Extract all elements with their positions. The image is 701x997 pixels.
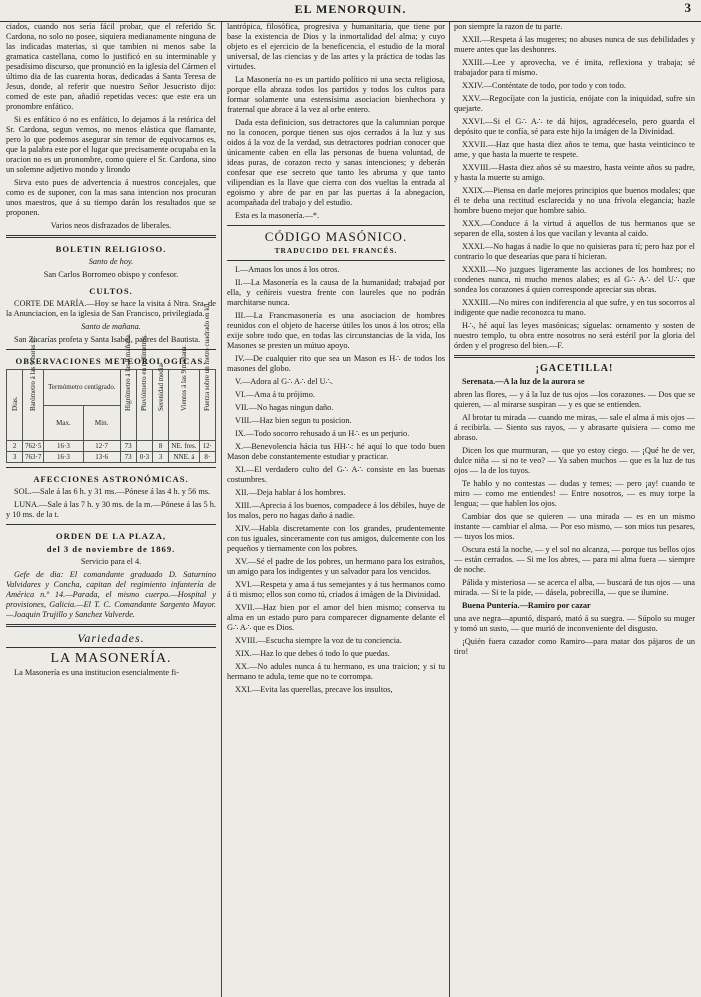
list-item: XIII.—Aprecia á los buenos, compadece á los débiles, huye de los malos, pero no hagas daño á nadie. (227, 501, 445, 520)
list-item: VII.—No hagas ningun daño. (235, 403, 334, 412)
article-paragraph: Si es enfático ó no es enfático, lo dejamos á la retórica del Sr. Cardona, segun vemos, no menos elástica que flamante, pero lo que podemos asegurar sin temor de equivocarnos es, que la palabra este por el lugar que precisamente ocupaba en la oracion no es un pronombre, como quiere el Sr. Cardona, sino un solemne adjetivo mondo y lirondo (6, 115, 216, 174)
list-item: XXXII.—No juzgues ligeramente las acciones de los hombres; no condenes nunca, ni mucho menos alabes; es al G∴ A∴ del U∴ que sondea los corazones á quien corresponde apreciar sus obras. (454, 265, 695, 294)
list-item: X.—Benevolencia hácia tus HH∴: hé aquí lo que todo buen Mason debe constantemente estudiar y practicar. (227, 442, 445, 461)
list-item: XV.—Sé el padre de los pobres, un hermano para los estraños, un amigo para los indigentes y un salvador para los vencidos. (227, 557, 445, 576)
list-item: XVIII.—Escucha siempre la voz de tu conciencia. (235, 636, 402, 645)
list-item: XVII.—Haz bien por el amor del bien mismo; conserva tu alma en un estado puro para comparecer dignamente delante el G∴ A∴ que es Dios. (227, 603, 445, 632)
col-header: Barómetro á las 9 horas m. (29, 335, 38, 411)
list-item: VI.—Ama á tu prójimo. (235, 390, 315, 399)
divider (6, 235, 216, 238)
divider (227, 225, 445, 226)
section-heading: AFECCIONES ASTRONÓMICAS. (33, 474, 189, 484)
divider (227, 260, 445, 261)
divider (6, 467, 216, 468)
verse: Al brotar tu mirada — cuando me miras, — sale el alma á mis ojos — á recibirla. — Siento sus rayos, — y abrasarte quisiera — como me abraso. (454, 413, 695, 442)
section-heading: OBSERVACIONES METEOROLOGICAS. (15, 356, 207, 366)
verse: Oscura está la noche, — y el sol no alcanza, — porque tus bellos ojos — están cerrados. — Si me los abres, — para mi alma fuera — siempre de noche. (454, 545, 695, 574)
col-header: Higrómetro á las 9 mañana. (124, 333, 133, 411)
subheading: Buena Puntería.—Ramiro por cazar (462, 601, 591, 610)
column-divider (449, 22, 450, 997)
col-header: Min. (83, 405, 120, 441)
section-heading: Variedades. (77, 631, 145, 645)
article-paragraph: Sirva esto pues de advertencia á nuestros concejales, que como es de suponer, con la mas sana intencion nos procuran unos maestros, que á su tiempo darán los resultados que se proponen. (6, 178, 216, 217)
article-paragraph: ¡Quién fuera cazador como Ramiro—para matar dos pájaros de un tiro! (454, 637, 695, 656)
list-item: XXIV.—Conténtate de todo, por todo y con todo. (462, 81, 626, 90)
page-number: 3 (684, 0, 691, 15)
article-signature: Varios neos disfrazados de liberales. (50, 221, 172, 230)
verse: Dicen los que murmuran, — que yo estoy ciego. — ¡Qué he de ver, dulce niña — si no te veo? — Ya saben muchos — que es la luz de tus ojos — la de los tuyos. (454, 446, 695, 475)
divider (454, 355, 695, 358)
list-item: XXIII.—Lee y aprovecha, ve é imita, reflexiona y trabaja; sé trabajador para tí mismo. (454, 58, 695, 77)
list-item: XXIX.—Piensa en darle mejores principios que buenos modales; que él te deba una rectitud esclarecida y no una frívola elegancia; hazle hombre bueno mejor que hombre sabio. (454, 186, 695, 215)
article-paragraph: La Masonería es una institucion esencialmente fi- (14, 668, 179, 677)
text-line: San Zacarías profeta y Santa Isabel, padres del Bautista. (14, 335, 201, 344)
divider (6, 524, 216, 525)
article-title: LA MASONERÍA. (50, 651, 172, 666)
list-item: XXXI.—No hagas á nadie lo que no quisieras para tí; pero haz por el contrario lo que desearías que para tí hicieran. (454, 242, 695, 261)
code-list (227, 265, 445, 695)
list-item: IX.—Todo socorro rehusado á un H∴ es un perjurio. (235, 429, 410, 438)
section-heading: BOLETIN RELIGIOSO. (55, 244, 167, 254)
list-item: XXXIII.—No mires con indiferencia al que sufre, y en tus socorros al indigente que nadie reconozca tu mano. (454, 298, 695, 317)
article-paragraph: lantrópica, filosófica, progresiva y humanitaria, que tiene por base la existencia de Dios y la inmortalidad del alma; y cuyo objeto es el ejercicio de la beneficencia, el estudio de la moral universal, de las ciencias y de las artes y la práctica de todas las virtudes. (227, 22, 445, 71)
list-item: pon siempre la razon de tu parte. (454, 22, 563, 31)
list-item: II.—La Masonería es la causa de la humanidad; trabajad por ella, y ceñíreis vuestra frente con laureles que no podrán marchitarse nunca. (227, 278, 445, 307)
article-paragraph: Dada esta definicion, sus detractores que la calumnian porque no la conocen, porque tienen sus ojos cerrados á la luz y sus oidos á la voz de la verdad, sus detractores podrian conocer que únicamente caben en ella las personas de buena voluntad, de ideas puras, de corazon recto y sanas intenciones; y deberán confesar que ese secreto que tanto les abruma y que tanto vilipendian es la llave que cierra con dos vueltas la entrada al egoismo y abre de par en par las puertas á la abnegacion, acompañada del trabajo y del estudio. (227, 118, 445, 207)
section-heading: ¡GACETILLA! (535, 363, 614, 374)
text-line: CORTE DE MARÍA.—Hoy se hace la visita á Ntra. Sra. de la Anunciacion, en la iglesia de San Francisco, privilegiada. (6, 299, 216, 318)
section-subheading: del 3 de noviembre de 1869. (46, 544, 176, 554)
verse: abren las flores, — y á la luz de tus ojos —los corazones. — Dos que se quieren, — al mirarse suspiran — y es que se entienden. (454, 390, 695, 409)
subheading: Santo de mañana. (81, 322, 141, 331)
list-item: XXX.—Conduce á la virtud á aquellos de tus hermanos que se separen de ella, sosten á los que vacilan y levanta al caido. (454, 219, 695, 238)
column-middle (227, 22, 445, 997)
column-right (454, 22, 695, 997)
list-item: III.—La Francmasonería es una asociacion de hombres reunidos con el objeto de hacerse útiles los unos á los otros; ella exije sobre todo que, en todas las circunstancias de la vida, los Masones se presten un mútuo apoyo. (227, 311, 445, 350)
subheading: Santo de hoy. (88, 257, 134, 266)
col-header: Pluviómetro en milímetros. (140, 334, 149, 411)
divider (6, 647, 216, 648)
table-row: 2 762·5 16·3 12·7 73 8 NE. fres. 12· (7, 441, 216, 452)
article-paragraph: La Masonería no es un partido político ni una secta religiosa, porque ella abraza todos los partidos y todos los cultos para formar solamente una estensísima asociacion bienhechora y fraternal que abrace á la vez al orbe entero. (227, 75, 445, 114)
col-header: Serenidad media (156, 364, 165, 411)
verse: Te hablo y no contestas — dudas y temes; — pero ¡ay! cuando te miro — como me entiendes! — Entre nosotros, — es muy torpe la lengua; — que hablen los ojos. (454, 479, 695, 508)
list-item: XX.—No adules nunca á tu hermano, es una traicion; y si tu hermano te adula, teme que no te corrompa. (227, 662, 445, 681)
list-item: XXVI.—Si el G∴ A∴ te dá hijos, agradéceselo, pero guarda el depósito que te confía, sé para este hijo la imágen de la Divinidad. (454, 117, 695, 136)
text-line: LUNA.—Sale á las 7 h. y 30 ms. de la m.—Pónese á las 5 h. y 10 ms. de la t. (6, 500, 216, 519)
table-row: 3 763·7 16·3 13·6 73 0·3 3 NNE. á 8· (7, 452, 216, 463)
page-header (0, 0, 701, 20)
text-line: Servicio para el 4. (80, 557, 142, 566)
list-item: XIX.—Haz lo que debes ó todo lo que puedas. (235, 649, 390, 658)
text-line: Gefe de dia: El comandante graduado D. Saturnino Valvidares y Concha, capitan del regimiento infantería de América n.º 14.—Parada, el mismo cuerpo.—Hospital y provisiones, Galicia.—El T. C. Comandante Sargento Mayor.—Joaquin Trujillo y Sanchez Valverde. (6, 570, 216, 619)
list-item: H∴, hé aquí las leyes masónicas; síguelas: ornamento y sosten de nuestro templo, tu obra entre nosotros no será estéril por la gloria del órden y el progreso del bien.—F. (454, 321, 695, 350)
list-item: VIII.—Haz bien segun tu posicion. (235, 416, 352, 425)
list-item: XIV.—Habla discretamente con los grandes, prudentemente con tus iguales, sinceramente con tus amigos, dulcemente con los pequeños y tiernamente con los pobres. (227, 524, 445, 553)
article-paragraph: una ave negra—apuntó, disparó, mató á su suegra. — Súpolo su muger y tomó un susto, — que murió de inconveniente del disgusto. (454, 614, 695, 633)
list-item: XXII.—Respeta á las mugeres; no abuses nunca de sus debilidades y muere antes que las deshonres. (454, 35, 695, 54)
section-heading: CULTOS. (89, 286, 133, 296)
col-header: Fuerza sobre un metro cuadrado en kil. (203, 301, 212, 411)
list-item: XXVIII.—Hasta diez años sé su maestro, hasta veinte años su padre, y hasta la muerte su amigo. (454, 163, 695, 182)
col-header: Vientos á las 9 mañana. (179, 344, 188, 411)
col-header: Termómetro centígrado. (44, 370, 120, 406)
list-item: XII.—Deja hablar á los hombres. (235, 488, 346, 497)
list-item: XXV.—Regocíjate con la justicia, enójate con la iniquidad, sufre sin quejarte. (454, 94, 695, 113)
col-header: Max. (44, 405, 84, 441)
verse: Cambiar dos que se quieren — una mirada — es en un mismo instante — cambiar el alma. — Por eso mismo, — son mios tus pesares, — tuyos los mios. (454, 512, 695, 541)
list-item: XXI.—Evita las querellas, precave los insultos, (235, 685, 393, 694)
code-list (454, 22, 695, 351)
newspaper-title: EL MENORQUIN. (294, 2, 407, 16)
col-header: Dias. (10, 396, 19, 411)
column-left (6, 22, 216, 997)
section-subheading: TRADUCIDO DEL FRANCÉS. (274, 246, 398, 255)
subheading: Serenata.—A la luz de la aurora se (462, 377, 585, 386)
list-item: XXVII.—Haz que hasta diez años te tema, que hasta veinticinco te ame, y que hasta la muerte te respete. (454, 140, 695, 159)
list-item: XI.—El verdadero culto del G∴ A∴ consiste en las buenas costumbres. (227, 465, 445, 484)
list-item: XVI.—Respeta y ama á tus semejantes y á tus hermanos como á ti mismo; ellos son como tú, criados á imágen de la Divinidad. (227, 580, 445, 599)
section-heading: CÓDIGO MASÓNICO. (264, 229, 408, 244)
article-signature: Esta es la masonería.—*. (235, 211, 320, 220)
list-item: V.—Adora al G∴ A∴ del U∴. (235, 377, 333, 386)
divider (6, 624, 216, 627)
section-heading: ORDEN DE LA PLAZA, (55, 531, 167, 541)
list-item: I.—Amaos los unos á los otros. (235, 265, 340, 274)
article-paragraph: ciados, cuando nos sería fácil probar, que el referido Sr. Cardona, no solo no posee, siquiera medianamente ninguna de las indicadas materias, si que tambien ni menos sabe la gramatica castellana, como lo justificó en su interminable y pesadísimo discurso, que pronunció en la iglesia del Cármen el último dia de las cuarenta horas, dedicadas á Santa Teresa de Jesus, donde, al referir que nuestro Señor Jesucristo dijo: comed de este pan, añadió repetidas veces: que este era un pronombre enfático. (6, 22, 216, 111)
text-line: San Carlos Borromeo obispo y confesor. (43, 270, 179, 279)
list-item: IV.—De cualquier rito que sea un Mason es H∴ de todos los masones del globo. (227, 354, 445, 373)
text-line: SOL.—Sale á las 6 h. y 31 ms.—Pónese á las 4 h. y 56 ms. (14, 487, 211, 496)
column-divider (221, 22, 222, 997)
verse: Pálida y misteriosa — se acerca el alba, — buscará de tus ojos — una mirada. — Si te la pide, — dásela, pobrecilla, — que se ilumine. (454, 578, 695, 597)
